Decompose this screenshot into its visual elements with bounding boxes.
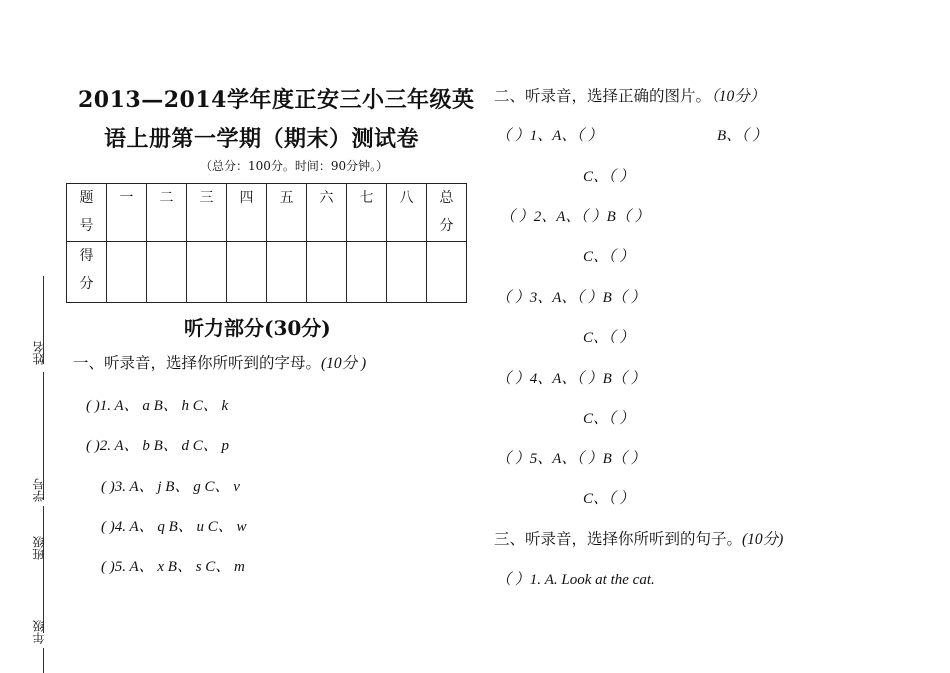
section2-line-5: （ ）5、A、（ ）B（ ） [496,451,646,467]
score-table [66,183,467,303]
binding-line [43,648,44,673]
section2-line-2c: C、（ ） [583,249,635,265]
section1-item-2: ( )2. A、 b B、 d C、 p [86,438,230,454]
name-label: 姓名 [32,341,46,365]
score-table-header-cell: 一 [107,184,147,242]
section2-line-2: （ ）2、A、（ ）B（ ） [500,209,650,225]
class-label: 班级 [32,536,46,560]
section2-line-5c: C、（ ） [583,491,635,507]
section1-item-3: ( )3. A、 j B、 g C、 v [101,479,240,495]
score-table-header-cell: 二 [147,184,187,242]
section2-line-4c: C、（ ） [583,411,635,427]
section2-title-text: 二、听录音，选择正确的图片。 [494,87,712,105]
section3-score: (10分) [742,531,784,548]
score-table-header-cell: 五 [267,184,307,242]
section1-title-text: 一、听录音，选择你所听到的字母。 [73,354,322,372]
score-cell[interactable] [387,242,427,303]
score-cell[interactable] [187,242,227,303]
exam-subtitle: （总分：100分。时间：90分钟。） [200,159,389,173]
section2-line-3: （ ）3、A、（ ）B（ ） [496,290,646,306]
score-table-header-cell: 题 号 [67,184,107,242]
section3-title-text: 三、听录音，选择你所听到的句子。 [494,530,743,548]
score-cell[interactable] [427,242,467,303]
section1-score: (10分 ) [321,355,367,372]
listening-heading: 听力部分(30分) [184,316,331,340]
section2-line-1c: C、（ ） [583,169,635,185]
score-cell[interactable] [227,242,267,303]
score-table-header-row [67,184,467,242]
score-table-header-cell: 七 [347,184,387,242]
section1-item-1: ( )1. A、 a B、 h C、 k [86,398,229,414]
score-cell[interactable] [307,242,347,303]
section2-line-3c: C、（ ） [583,330,635,346]
score-table-row-label: 得 分 [67,242,107,303]
exam-title-line2: 语上册第一学期（期末）测试卷 [104,126,420,152]
section3-title [494,527,783,549]
score-table-header-cell: 八 [387,184,427,242]
score-table-header-cell: 三 [187,184,227,242]
section1-item-4: ( )4. A、 q B、 u C、 w [101,519,247,535]
section1-title [73,351,366,373]
score-cell[interactable] [107,242,147,303]
exam-title-line1: 2013—2014学年度正安三小三年级英 [78,87,475,113]
section2-score: （10分） [711,88,766,105]
grade-label: 年级 [32,620,46,644]
score-table-header-cell: 总 分 [427,184,467,242]
section2-title [494,84,765,106]
section2-line-1: （ ）1、A、（ ） [496,128,603,144]
section1-item-5: ( )5. A、 x B、 s C、 m [101,559,245,575]
section3-item-1: （ ）1. A. Look at the cat. [496,572,655,588]
score-table-score-row [67,242,467,303]
student-no-label: 学号 [32,478,46,502]
score-cell[interactable] [147,242,187,303]
score-table-header-cell: 六 [307,184,347,242]
score-cell[interactable] [267,242,307,303]
score-cell[interactable] [347,242,387,303]
score-table-header-cell: 四 [227,184,267,242]
section2-line-4: （ ）4、A、（ ）B（ ） [496,371,646,387]
section2-line-1b: B、（ ） [717,128,768,144]
